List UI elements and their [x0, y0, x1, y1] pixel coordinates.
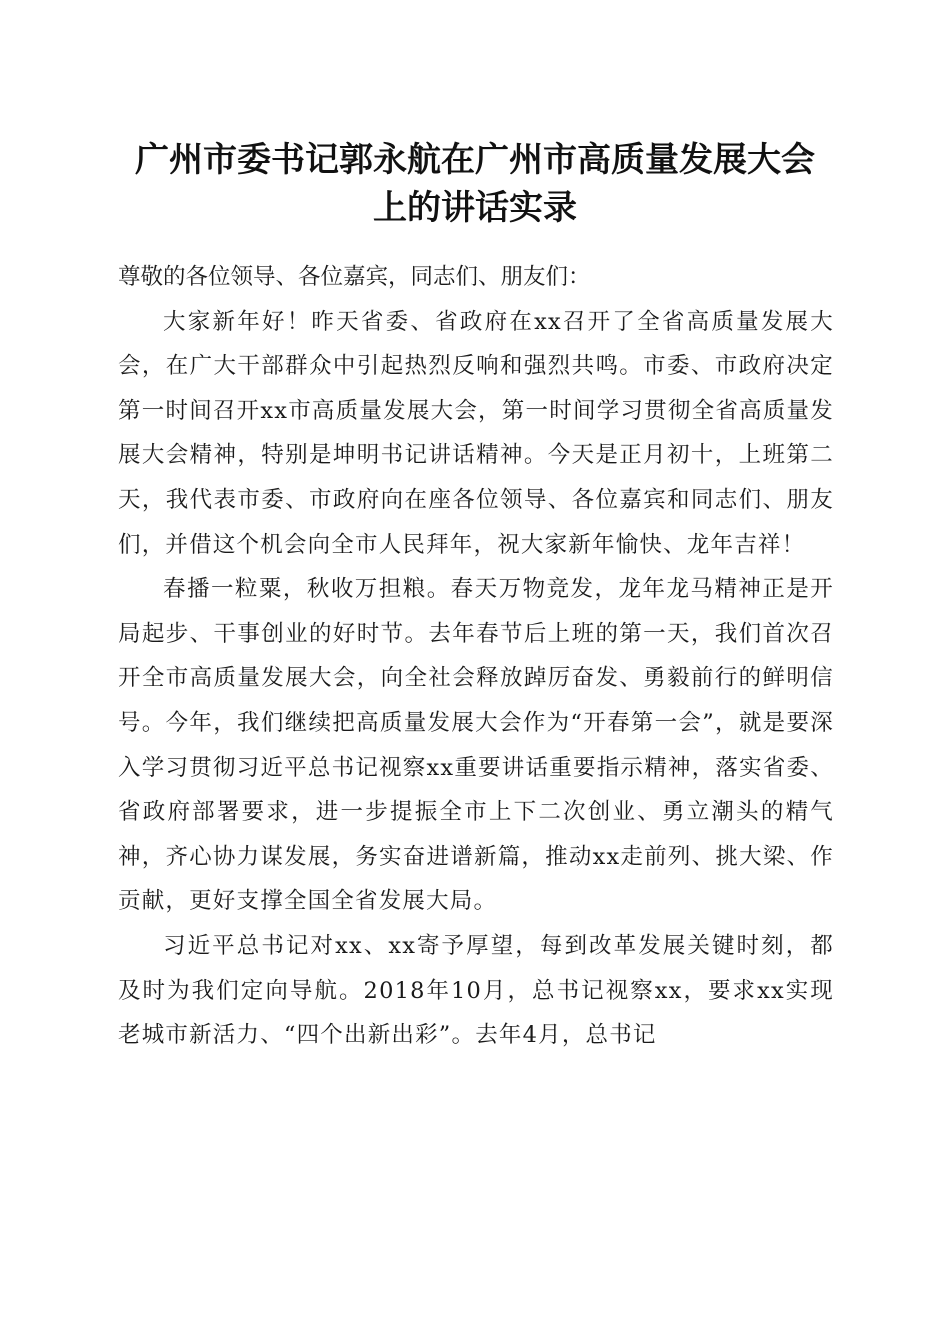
document-body: [118, 255, 834, 1058]
title-line-1: 广州市委书记郭永航在广州市高质量发展大会: [135, 140, 815, 180]
title-line-2: 上的讲话实录: [373, 188, 577, 228]
paragraph-1: 大家新年好！昨天省委、省政府在xx召开了全省高质量发展大会，在广大干部群众中引起热烈反响和强烈共鸣。市委、市政府决定第一时间召开xx市高质量发展大会，第一时间学习贯彻全省高质量发展大会精神，特别是坤明书记讲话精神。今天是正月初十，上班第二天，我代表市委、市政府向在座各位领导、各位嘉宾和同志们、朋友们，并借这个机会向全市人民拜年，祝大家新年愉快、龙年吉祥！: [118, 308, 834, 558]
paragraph-2: 春播一粒粟，秋收万担粮。春天万物竞发，龙年龙马精神正是开局起步、干事创业的好时节。去年春节后上班的第一天，我们首次召开全市高质量发展大会，向全社会释放踔厉奋发、勇毅前行的鲜明信号。今年，我们继续把高质量发展大会作为“开春第一会”，就是要深入学习贯彻习近平总书记视察xx重要讲话重要指示精神，落实省委、省政府部署要求，进一步提振全市上下二次创业、勇立潮头的精气神，齐心协力谋发展，务实奋进谱新篇，推动xx走前列、挑大梁、作贡献，更好支撑全国全省发展大局。: [118, 576, 834, 915]
document-title: [100, 136, 850, 232]
salutation: 尊敬的各位领导、各位嘉宾，同志们、朋友们：: [118, 264, 591, 290]
paragraph-3: 习近平总书记对xx、xx寄予厚望，每到改革发展关键时刻，都及时为我们定向导航。2018年10月，总书记视察xx，要求xx实现老城市新活力、“四个出新出彩”。去年4月，总书记: [118, 932, 834, 1049]
